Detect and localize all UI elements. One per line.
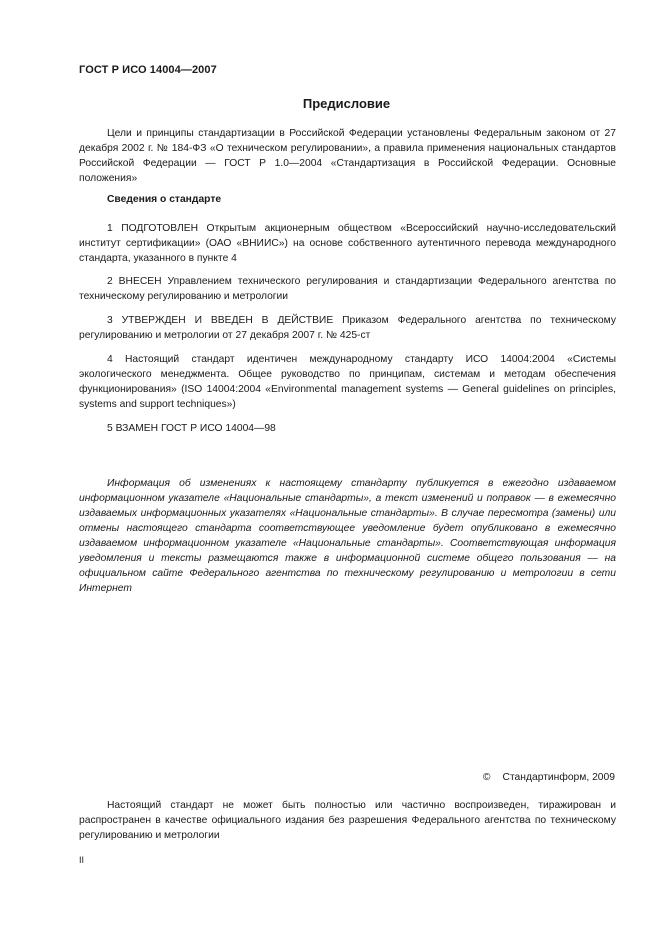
copyright-symbol: © xyxy=(482,772,491,783)
changes-notice-paragraph: Информация об изменениях к настоящему стандарту публикуется в ежегодно издаваемом информационном указателе «Национальные стандарты», а текст изменений и поправок — в ежемесячно издаваемых информационных указателях «Национальные стандарты». В случае пересмотра (замены) или отмены настоящего стандарта соответствующее уведомление будет опубликовано в ежемесячно издаваемом информационном указателе «Национальные стандарты». Соответствующая информация уведомления и тексты размещаются также в информационной системе общего пользования — на официальном сайте Федерального агентства по техническому регулированию и метрологии в сети Интернет xyxy=(79,478,616,594)
preface-intro-paragraph: Цели и принципы стандартизации в Российской Федерации установлены Федеральным законом от 27 декабря 2002 г. № 184-ФЗ «О техническом регулировании», а правила применения национальных стандартов Российской Федерации — ГОСТ Р 1.0—2004 «Стандартизация в Российской Федерации. Основные положения» xyxy=(79,128,616,184)
standard-info-heading: Сведения о стандарте xyxy=(107,194,222,205)
page-number: II xyxy=(79,855,85,865)
copyright-line xyxy=(483,772,615,783)
standard-id-header: ГОСТ Р ИСО 14004—2007 xyxy=(79,64,217,76)
copyright-text: Стандартинформ, 2009 xyxy=(502,772,615,783)
info-item-4: 4 Настоящий стандарт идентичен международному стандарту ИСО 14004:2004 «Системы экологического менеджмента. Общее руководство по принципам, системам и методам обеспечения функционирования» (ISO 14004:2004 «Environmental management systems — General guidelines on principles, systems and support techniques») xyxy=(79,354,616,410)
info-item-3: 3 УТВЕРЖДЕН И ВВЕДЕН В ДЕЙСТВИЕ Приказом Федерального агентства по техническому регулированию и метрологии от 27 декабря 2007 г. № 425-ст xyxy=(79,315,616,341)
info-item-1: 1 ПОДГОТОВЛЕН Открытым акционерным обществом «Всероссийский научно-исследовательский институт сертификации» (ОАО «ВНИИС») на основе собственного аутентичного перевода международного стандарта, указанного в пункте 4 xyxy=(79,223,616,264)
preface-title: Предисловие xyxy=(302,96,391,111)
info-item-5: 5 ВЗАМЕН ГОСТ Р ИСО 14004—98 xyxy=(107,423,276,434)
reproduction-notice-paragraph: Настоящий стандарт не может быть полностью или частично воспроизведен, тиражирован и распространен в качестве официального издания без разрешения Федерального агентства по техническому регулированию и метрологии xyxy=(79,800,616,841)
info-item-2: 2 ВНЕСЕН Управлением технического регулирования и стандартизации Федерального агентства по техническому регулированию и метрологии xyxy=(79,276,616,302)
